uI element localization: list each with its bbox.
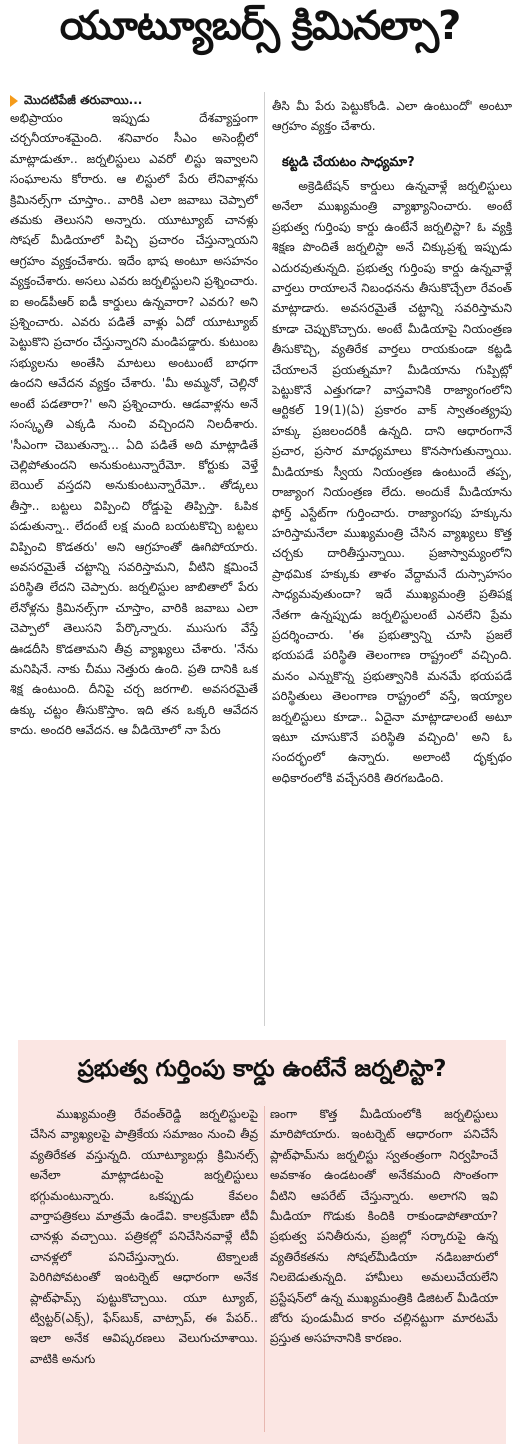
sidebar-box-right-text: ణంగా కొత్త మీడియంలోకి జర్నలిస్టులు మారిపోయారు. ఇంటర్నెట్ ఆధారంగా పనిచేసే ప్లాట్‌ఫామ్‌ను జర్నలిస్టు స్వతంత్రంగా నిర్వహించే అవకాశం ఉండటంతో అనేకమంది సొంతంగా వీటిని ఆపరేట్ చేస్తున్నారు. అలాగని ఇవి మీడియా గొడుకు కిందికి రాకుండాపోతాయా? ప్రభుత్వ పనితీరును, ప్రజల్లో సర్కారుపై ఉన్న వ్యతిరేకతను సోషల్‌మీడియా నడిబజారులో నిలబెడుతున్నది. హామీలు అమలుచేయలేని ప్రస్టేషన్‌లో ఉన్న ముఖ్యమంత్రికి డిజిటల్ మీడియా జోరు పుండుమీద కారం చల్లినట్టుగా మారటమే ప్రస్తుత అసహనానికి కారణం. — [270, 1107, 498, 1346]
left-column-text: అభిప్రాయం ఇప్పుడు దేశవ్యాప్తంగా చర్చనీయాంశమైంది. శనివారం సీఎం అసెంబ్లీలో మాట్లాడుతూ.. జర్నలిస్టులు ఎవరో లిస్టు ఇవ్వాలని సంఘాలను కోరారు. ఆ లిస్టులో పేరు లేనివాళ్లను క్రిమినల్స్‌గా చూస్తాం.. వారికి ఎలా జవాబు చెప్పాలో తమకు తెలుసని అన్నారు. యూట్యూబ్ చానళ్లు సోషల్ మీడియాలో పిచ్చి ప్రచారం చేస్తున్నాయని ఆగ్రహం వ్యక్తంచేశారు. ఇదేం భాష అంటూ అసహనం వ్యక్తంచేశారు. అసలు ఎవరు జర్నలిస్టులని ప్రశ్నించారు. ఐ అండ్‌పీఆర్ ఐడీ కార్డులు ఉన్నవారా? ఎవరు? అని ప్రశ్నించారు. ఎవరు పడితే వాళ్లు ఏదో యూట్యూబ్ పెట్టుకొని ప్రచారం చేస్తున్నారని మండిపడ్డారు. కుటుంబ సభ్యులను అంతేసి మాటలు అంటుంటే బాధగా ఉందని ఆవేదన వ్యక్తం చేశారు. 'మీ అమ్మనో, చెల్లినో అంటే పడతారా?' అని ప్రశ్నించారు. ఆడవాళ్లను అనే సంస్కృతి ఎక్కడి నుంచి వచ్చిందని నిలదీశారు. 'సీఎంగా చెబుతున్నా... ఏది పడితే అది మాట్లాడితే చెల్లిపోతుందని అనుకుంటున్నారేమో. కోర్టుకు వెళ్తే బెయిల్ వస్తదని అనుకుంటున్నారేమో.. తోడ్కలు తీస్తా.. బట్టలు విప్పించి రోడ్డుపై తిప్పిస్తా. ఓపిక పడుతున్నా.. లేదంటే లక్ష మంది బయటకొచ్చి బట్టలు విప్పించి కొడతరు' అని ఆగ్రహంతో ఊగిపోయారు. అవసరమైతే చట్టాన్ని సవరిస్తామని, వీటిని క్షమించే పరిస్థితి లేదని చెప్పారు. జర్నలిస్టుల జాబితాలో పేరు లేనోళ్లను క్రిమినల్స్‌గా చూస్తాం, వారికి జవాబు ఎలా చెప్పాలో తెలుసని పేర్కొన్నారు. ముసుగు వేస్తే ఊడదీసి కొడతామని తీవ్ర వ్యాఖ్యలు చేశారు. 'నేను మనిషినే. నాకు చీము నెత్తురు ఉంది. ప్రతి దానికి ఒక శిక్ష ఉంటుంది. దీనిపై చర్చ జరగాలి. అవసరమైతే ఉక్కు చట్టం తీసుకొస్తాం. ఇది తన ఒక్కరి ఆవేదన కాదు. అందరి ఆవేదన. ఆ వీడియోలో నా పేరు — [10, 111, 258, 738]
article-right-column-top — [272, 96, 512, 140]
sidebar-box-title: ప్రభుత్వ గుర్తింపు కార్డు ఉంటేనే జర్నలిస్టా? — [77, 1056, 447, 1082]
article-left-column — [10, 88, 258, 1028]
sidebar-box-left-text: ముఖ్యమంత్రి రేవంత్‌రెడ్డి జర్నలిస్టులపై చేసిన వ్యాఖ్యలపై పాత్రికేయ సమాజం నుంచి తీవ్ర వ్యతిరేకత వస్తున్నది. యూట్యూబర్లు క్రిమినల్స్ అనేలా మాట్లాడటంపై జర్నలిస్టులు భగ్గుమంటున్నారు. ఒకప్పుడు కేవలం వార్తాపత్రికలు మాత్రమే ఉండేవి. కాలక్రమేణా టీవీ చానళ్లు వచ్చాయి. పత్రికల్లో పనిచేసినవాళ్లే టీవీ చానళ్లలో పనిచేస్తున్నారు. టెక్నాలజీ పెరిగిపోవటంతో ఇంటర్నెట్ ఆధారంగా అనేక ప్లాట్‌ఫామ్స్ పుట్టుకొచ్చాయి. యూ ట్యూబ్, ట్విట్టర్(ఎక్స్), ఫేస్‌బుక్, వాట్సాప్, ఈ పేపర్.. ఇలా అనేక ఆవిష్కరణలు వెలుగుచూశాయి. వాటికి అనుగు — [30, 1107, 258, 1366]
sidebar-box-right-column — [270, 1104, 498, 1436]
subheading: కట్టడి చేయటం సాధ్యమా? — [282, 155, 415, 170]
headline: యూట్యూబర్స్ క్రిమినల్సా? — [59, 3, 461, 49]
sidebar-box-divider — [264, 1106, 265, 1432]
right-column-text: అక్రెడిటేషన్ కార్డులు ఉన్నవాళ్లే జర్నలిస్టులు అనేలా ముఖ్యమంత్రి వ్యాఖ్యానించారు. అంటే ప్రభుత్వ గుర్తింపు కార్డు ఉంటేనే జర్నలిస్టా? ఓ వ్యక్తి శిక్షణ పొందితే జర్నలిస్టా అనే చిక్కుప్రశ్న ఇప్పుడు ఎదురవుతున్నది. ప్రభుత్వ గుర్తింపు కార్డు ఉన్నవాళ్లే వార్తలు రాయాలనే నిబంధనను తీసుకొచ్చేలా రేవంత్ మాట్లాడారు. అవసరమైతే చట్టాన్ని సవరిస్తామని కూడా చెప్పుకొచ్చారు. అంటే మీడియాపై నియంత్రణ తీసుకొచ్చి, వ్యతిరేక వార్తలు రాయకుండా కట్టడి చేయాలనే ప్రయత్నమా? మీడియాను గుప్పిట్లో పెట్టుకొనే ఎత్తుగడా? వాస్తవానికి రాజ్యాంగంలోని ఆర్టికల్ 19(1)(ఏ) ప్రకారం వాక్ స్వాతంత్య్రపు హక్కు ప్రజలందరికీ ఉన్నది. దాని ఆధారంగానే ప్రచార, ప్రసార మాధ్యమాలు కొనసాగుతున్నాయి. మీడియాకు స్వీయ నియంత్రణ ఉంటుందే తప్ప, రాజ్యాంగ నియంత్రణ లేదు. అందుకే మీడియాను ఫోర్త్ ఎస్టేట్‌గా గుర్తించారు. రాజ్యాంగపు హక్కును హరిస్తామనేలా ముఖ్యమంత్రి చేసిన వ్యాఖ్యలు కొత్త చర్చకు దారితీస్తున్నాయి. ప్రజాస్వామ్యంలోని ప్రాథమిక హక్కుకు తాళం వేద్దామనే దుస్సాహసం సాధ్యమవుతుందా? ఇదే ముఖ్యమంత్రి ప్రతిపక్ష నేతగా ఉన్నప్పుడు జర్నలిస్టులంటే ఎనలేని ప్రేమ ప్రదర్శించారు. 'ఈ ప్రభుత్వాన్ని చూసి ప్రజలే భయపడే పరిస్థితి తెలంగాణ రాష్ట్రంలో వచ్చింది. మనం ఎన్నుకొన్న ప్రభుత్వానికి మనమే భయపడే పరిస్థితులు తెలంగాణ రాష్ట్రంలో వస్తే, ఇయ్యాల జర్నలిస్టులు కూడా.. ఏదైనా మాట్లాడాలంటే అటూ ఇటూ చూసుకొనే పరిస్థితి వచ్చింది' అని ఓ సందర్భంలో ఉన్నారు. అలాంటి దృక్పథం అధికారంలోకి వచ్చేసరికి తిరగబడింది. — [272, 179, 512, 785]
sidebar-box-left-column — [30, 1104, 258, 1436]
article-right-column — [272, 176, 512, 1028]
column-divider — [264, 92, 265, 1026]
kicker-label: మొదటిపేజీ తరువాయి... — [24, 92, 143, 107]
right-column-top-text: తీసి మీ పేరు పెట్టుకోండి. ఎలా ఉంటుందో' అంటూ ఆగ్రహం వ్యక్తం చేశారు. — [272, 99, 512, 134]
